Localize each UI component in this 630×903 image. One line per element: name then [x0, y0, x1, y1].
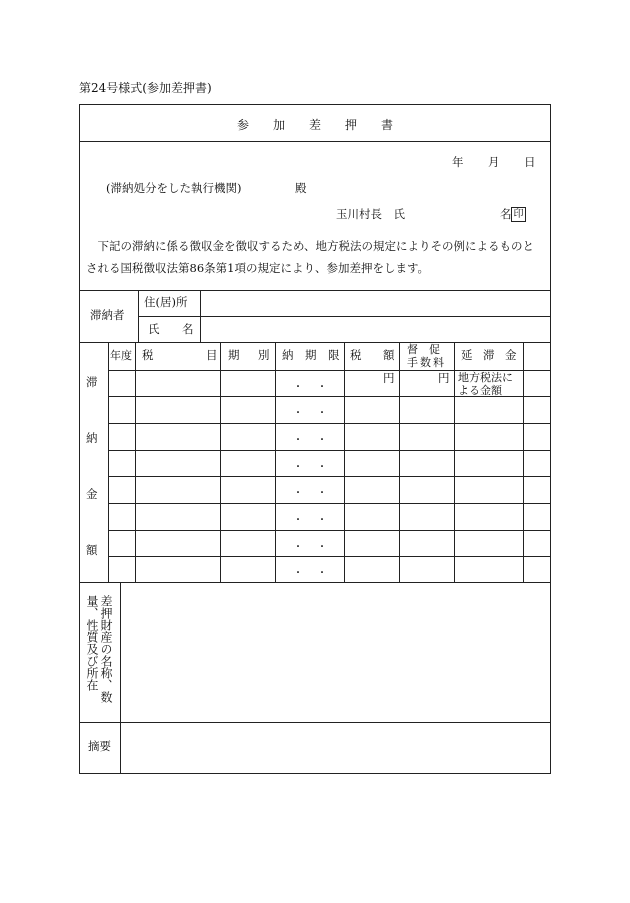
heading-char: 参	[236, 118, 249, 132]
side-label-4: 額	[86, 543, 98, 557]
due-date-dots: ・・	[293, 515, 341, 526]
addressee: (滞納処分をした執行機関)	[106, 181, 242, 195]
header-tax-item-1: 税	[142, 348, 154, 362]
property-label: 差押財産の名称、数量、性質及び所在	[85, 595, 113, 703]
header-fee-2: 手数料	[407, 356, 446, 369]
due-date-dots: ・・	[293, 542, 341, 553]
heading-char: 書	[381, 118, 394, 132]
due-date-dots: ・・	[293, 382, 341, 393]
due-date-dots: ・・	[293, 488, 341, 499]
heading-char: 加	[272, 118, 285, 132]
name-label-1: 氏	[148, 322, 160, 336]
taxpayer-label: 滞納者	[90, 308, 125, 322]
form-title: 第24号様式(参加差押書)	[79, 81, 212, 95]
header-delinquency-2: 滞	[483, 348, 495, 362]
header-year: 年度	[110, 349, 132, 362]
body-line-2: される国税徴収法第86条第1項の規定により、参加差押をします。	[86, 261, 430, 275]
issuer: 玉川村長 氏	[336, 207, 405, 221]
document-heading	[80, 119, 550, 131]
fee-yen: 円	[438, 371, 450, 385]
date-year: 年	[452, 155, 464, 169]
header-fee-1: 督 促	[407, 343, 440, 356]
date-month: 月	[488, 155, 500, 169]
header-due-1: 納	[282, 348, 294, 362]
header-amount-2: 額	[383, 348, 395, 362]
amount-yen: 円	[383, 371, 395, 385]
due-date-dots: ・・	[293, 568, 341, 579]
header-period-1: 期	[228, 348, 240, 362]
header-due-3: 限	[328, 348, 340, 362]
side-label-1: 滞	[86, 375, 98, 389]
remarks-label: 摘要	[88, 739, 111, 753]
header-amount-1: 税	[350, 348, 362, 362]
delinquency-note-1: 地方税法に	[458, 371, 513, 384]
seal-mark: 印	[511, 207, 526, 222]
header-tax-item-2: 目	[206, 348, 218, 362]
heading-char: 押	[345, 118, 358, 132]
address-label: 住(居)所	[144, 295, 188, 309]
header-delinquency-3: 金	[505, 348, 517, 362]
header-period-2: 別	[258, 348, 270, 362]
delinquency-note-2: よる金額	[458, 384, 502, 397]
side-label-3: 金	[86, 487, 98, 501]
date-day: 日	[524, 155, 536, 169]
due-date-dots: ・・	[293, 435, 341, 446]
issuer-name-label: 名	[500, 207, 512, 221]
heading-char: 差	[308, 118, 321, 132]
addressee-honorific: 殿	[295, 181, 307, 195]
side-label-2: 納	[86, 431, 98, 445]
body-line-1: 下記の滞納に係る徴収金を徴収するため、地方税法の規定によりその例によるものと	[86, 239, 535, 253]
due-date-dots: ・・	[293, 408, 341, 419]
form-frame	[79, 104, 551, 774]
name-label-2: 名	[182, 322, 194, 336]
due-date-dots: ・・	[293, 462, 341, 473]
header-due-2: 期	[305, 348, 317, 362]
header-delinquency-1: 延	[461, 348, 473, 362]
